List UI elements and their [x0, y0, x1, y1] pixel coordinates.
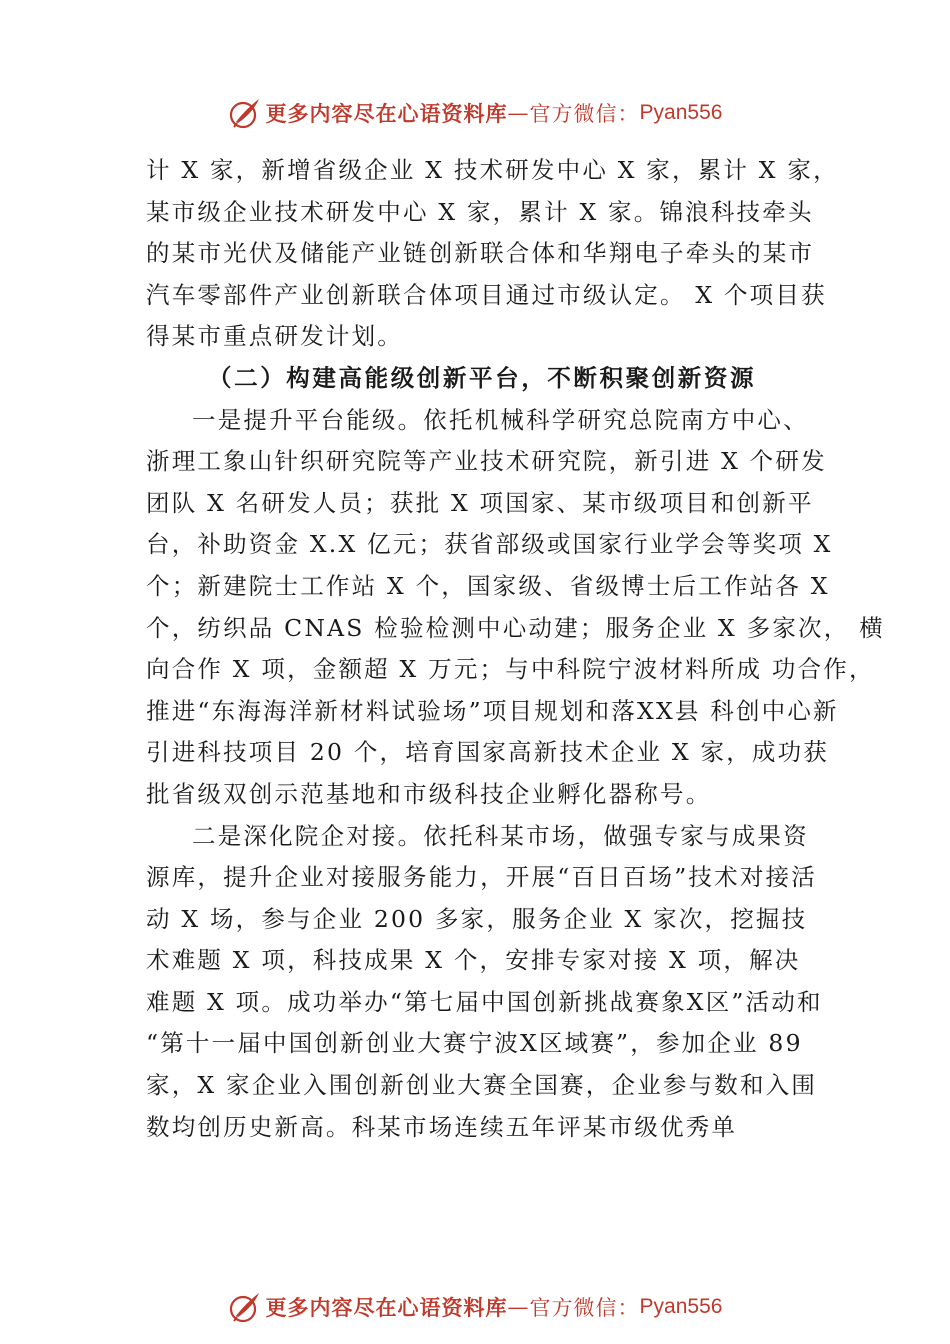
quill-logo-icon: [228, 1290, 262, 1324]
text-line: 汽车零部件产业创新联合体项目通过市级认定。 X 个项目获: [146, 280, 827, 309]
banner-brand: 更多内容尽在心语资料库: [265, 101, 508, 126]
paragraph-start: 一是提升平台能级。依托机械科学研究总院南方中心、: [192, 405, 809, 434]
text-line: 引进科技项目 20 个，培育国家高新技术企业 X 家，成功获: [146, 738, 830, 767]
paragraph-start: 二是深化院企对接。依托科某市场，做强专家与成果资: [192, 821, 809, 850]
banner-separator: —: [507, 101, 530, 125]
text-line: 动 X 场，参与企业 200 多家，服务企业 X 家次，挖掘技: [146, 904, 808, 933]
text-line: 计 X 家，新增省级企业 X 技术研发中心 X 家，累计 X 家，: [146, 156, 839, 184]
text-line: 得某市重点研发计划。: [146, 322, 403, 351]
text-line: 浙理工象山针织研究院等产业技术研究院，新引进 X 个研发: [146, 447, 827, 476]
header-banner: [0, 96, 950, 130]
footer-banner: [0, 1290, 950, 1324]
banner-wechat-label: 官方微信：: [529, 1296, 640, 1320]
document-body: [146, 150, 885, 1148]
text-line: 术难题 X 项，科技成果 X 个，安排专家对接 X 项，解决: [146, 946, 801, 975]
text-line: 个；新建院士工作站 X 个，国家级、省级博士后工作站各 X: [146, 571, 830, 600]
text-line: 的某市光伏及储能产业链创新联合体和华翔电子牵头的某市: [146, 239, 815, 268]
banner-wechat-id: Pyan556: [639, 101, 723, 124]
quill-logo-icon: [228, 96, 262, 130]
text-line: 家，X 家企业入围创新创业大赛全国赛，企业参与数和入围: [146, 1071, 818, 1100]
text-line: “第十一届中国创新创业大赛宁波X区域赛”，参加企业 89: [146, 1029, 803, 1058]
text-line: 难题 X 项。成功举办“第七届中国创新挑战赛象X区”活动和: [146, 987, 823, 1016]
text-line: 数均创历史新高。科某市场连续五年评某市级优秀单: [146, 1112, 738, 1141]
text-line: 台，补助资金 X.X 亿元；获省部级或国家行业学会等奖项 X: [146, 530, 833, 559]
banner-brand: 更多内容尽在心语资料库: [265, 1295, 508, 1320]
banner-wechat-label: 官方微信：: [529, 102, 640, 126]
text-line: 批省级双创示范基地和市级科技企业孵化器称号。: [146, 779, 712, 808]
text-line: 源库，提升企业对接服务能力，开展“百日百场”技术对接活: [146, 863, 817, 892]
text-line: 个，纺织品 CNAS 检验检测中心动建；服务企业 X 多家次， 横: [146, 613, 885, 642]
text-line: 团队 X 名研发人员；获批 X 项国家、某市级项目和创新平: [146, 488, 814, 517]
text-line: 向合作 X 项，金额超 X 万元；与中科院宁波材料所成 功合作，: [146, 655, 875, 684]
text-line: 推进“东海海洋新材料试验场”项目规划和落XX县 科创中心新: [146, 696, 839, 725]
banner-separator: —: [507, 1295, 530, 1319]
banner-wechat-id: Pyan556: [639, 1295, 723, 1318]
section-heading: （二）构建高能级创新平台，不断积聚创新资源: [208, 363, 757, 392]
text-line: 某市级企业技术研发中心 X 家，累计 X 家。锦浪科技牵头: [146, 197, 814, 226]
